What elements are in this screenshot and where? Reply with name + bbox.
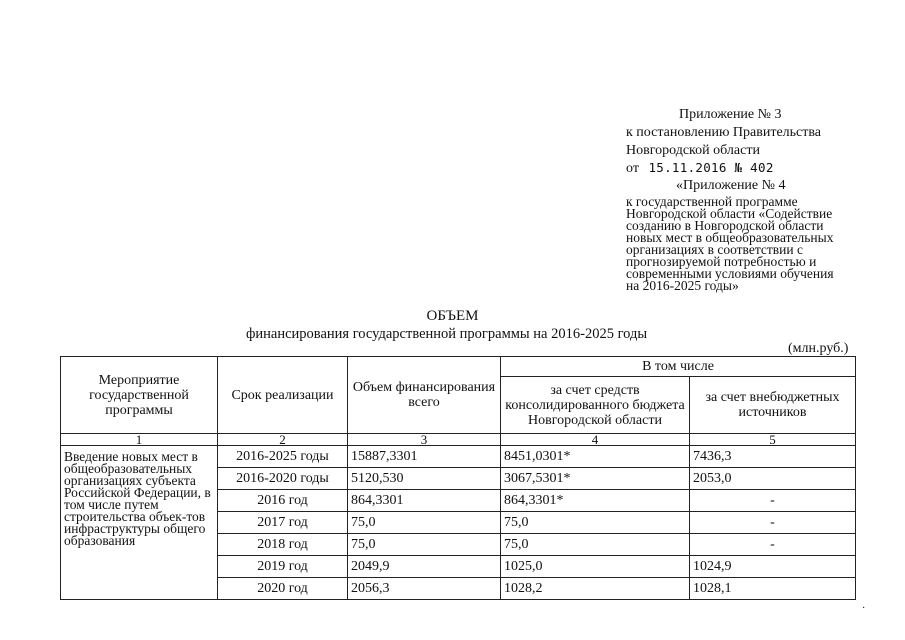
appendix4-line: организациях в соответствии с <box>626 242 803 257</box>
page-subtitle: финансирования государственной программы на 2016-2025 годы <box>246 326 648 342</box>
period-cell: 2016 год <box>218 490 348 512</box>
appendix4-line: современными условиями обучения <box>626 266 834 281</box>
regional-cell: 75,0 <box>501 512 690 534</box>
header-including: В том числе <box>501 357 856 377</box>
total-cell: 75,0 <box>348 534 501 556</box>
header-extra: за счет внебюджетных источников <box>690 377 856 434</box>
scan-speck: · <box>862 603 866 614</box>
period-cell: 2018 год <box>218 534 348 556</box>
appendix-date: 15.11.2016 № 402 <box>648 160 774 175</box>
extra-cell: 1028,1 <box>690 578 856 600</box>
regional-cell: 1028,2 <box>501 578 690 600</box>
extra-cell: 2053,0 <box>690 468 856 490</box>
appendix4-line: Новгородской области «Содействие <box>626 206 833 221</box>
col-number: 3 <box>348 434 501 446</box>
appendix4-line: прогнозируемой потребностью и <box>626 254 817 269</box>
regional-cell: 75,0 <box>501 534 690 556</box>
total-cell: 75,0 <box>348 512 501 534</box>
col-number: 1 <box>61 434 218 446</box>
regional-cell: 8451,0301* <box>501 446 690 468</box>
col-number: 4 <box>501 434 690 446</box>
col-number: 5 <box>690 434 856 446</box>
total-cell: 864,3301 <box>348 490 501 512</box>
col-number: 2 <box>218 434 348 446</box>
total-cell: 2056,3 <box>348 578 501 600</box>
regional-cell: 864,3301* <box>501 490 690 512</box>
regional-cell: 1025,0 <box>501 556 690 578</box>
header-period: Срок реализации <box>218 357 348 434</box>
header-activity: Мероприятие государственной программы <box>61 357 218 434</box>
activity-cell: Введение новых мест в общеобразовательных организациях субъекта Российской Федерации, в том числе путем строительства объек-тов инфраструктуры общего образования <box>61 446 218 600</box>
header-regional: за счет средств консолидированного бюджета Новгородской области <box>501 377 690 434</box>
appendix-date-line <box>626 159 774 177</box>
total-cell: 15887,3301 <box>348 446 501 468</box>
period-cell: 2016-2025 годы <box>218 446 348 468</box>
header-total: Объем финансирования всего <box>348 357 501 434</box>
appendix-line: Новгородской области <box>626 143 760 158</box>
appendix4-line: к государственной программе <box>626 194 798 209</box>
extra-cell: - <box>690 534 856 556</box>
extra-cell: - <box>690 490 856 512</box>
appendix-title: Приложение № 3 <box>679 107 782 122</box>
extra-cell: 1024,9 <box>690 556 856 578</box>
period-cell: 2016-2020 годы <box>218 468 348 490</box>
table-row <box>61 446 856 468</box>
period-cell: 2017 год <box>218 512 348 534</box>
appendix4-line: новых мест в общеобразовательных <box>626 230 834 245</box>
total-cell: 2049,9 <box>348 556 501 578</box>
appendix4-line: созданию в Новгородской области <box>626 218 824 233</box>
appendix-line: к постановлению Правительства <box>626 125 822 140</box>
appendix4-line: на 2016-2025 годы» <box>626 278 739 293</box>
regional-cell: 3067,5301* <box>501 468 690 490</box>
unit-label: (млн.руб.) <box>788 341 849 356</box>
financing-table <box>60 356 856 600</box>
appendix4-title: «Приложение № 4 <box>676 178 786 193</box>
extra-cell: 7436,3 <box>690 446 856 468</box>
total-cell: 5120,530 <box>348 468 501 490</box>
period-cell: 2019 год <box>218 556 348 578</box>
page-title: ОБЪЕМ <box>426 308 479 324</box>
appendix-date-prefix: от <box>626 161 639 176</box>
extra-cell: - <box>690 512 856 534</box>
period-cell: 2020 год <box>218 578 348 600</box>
